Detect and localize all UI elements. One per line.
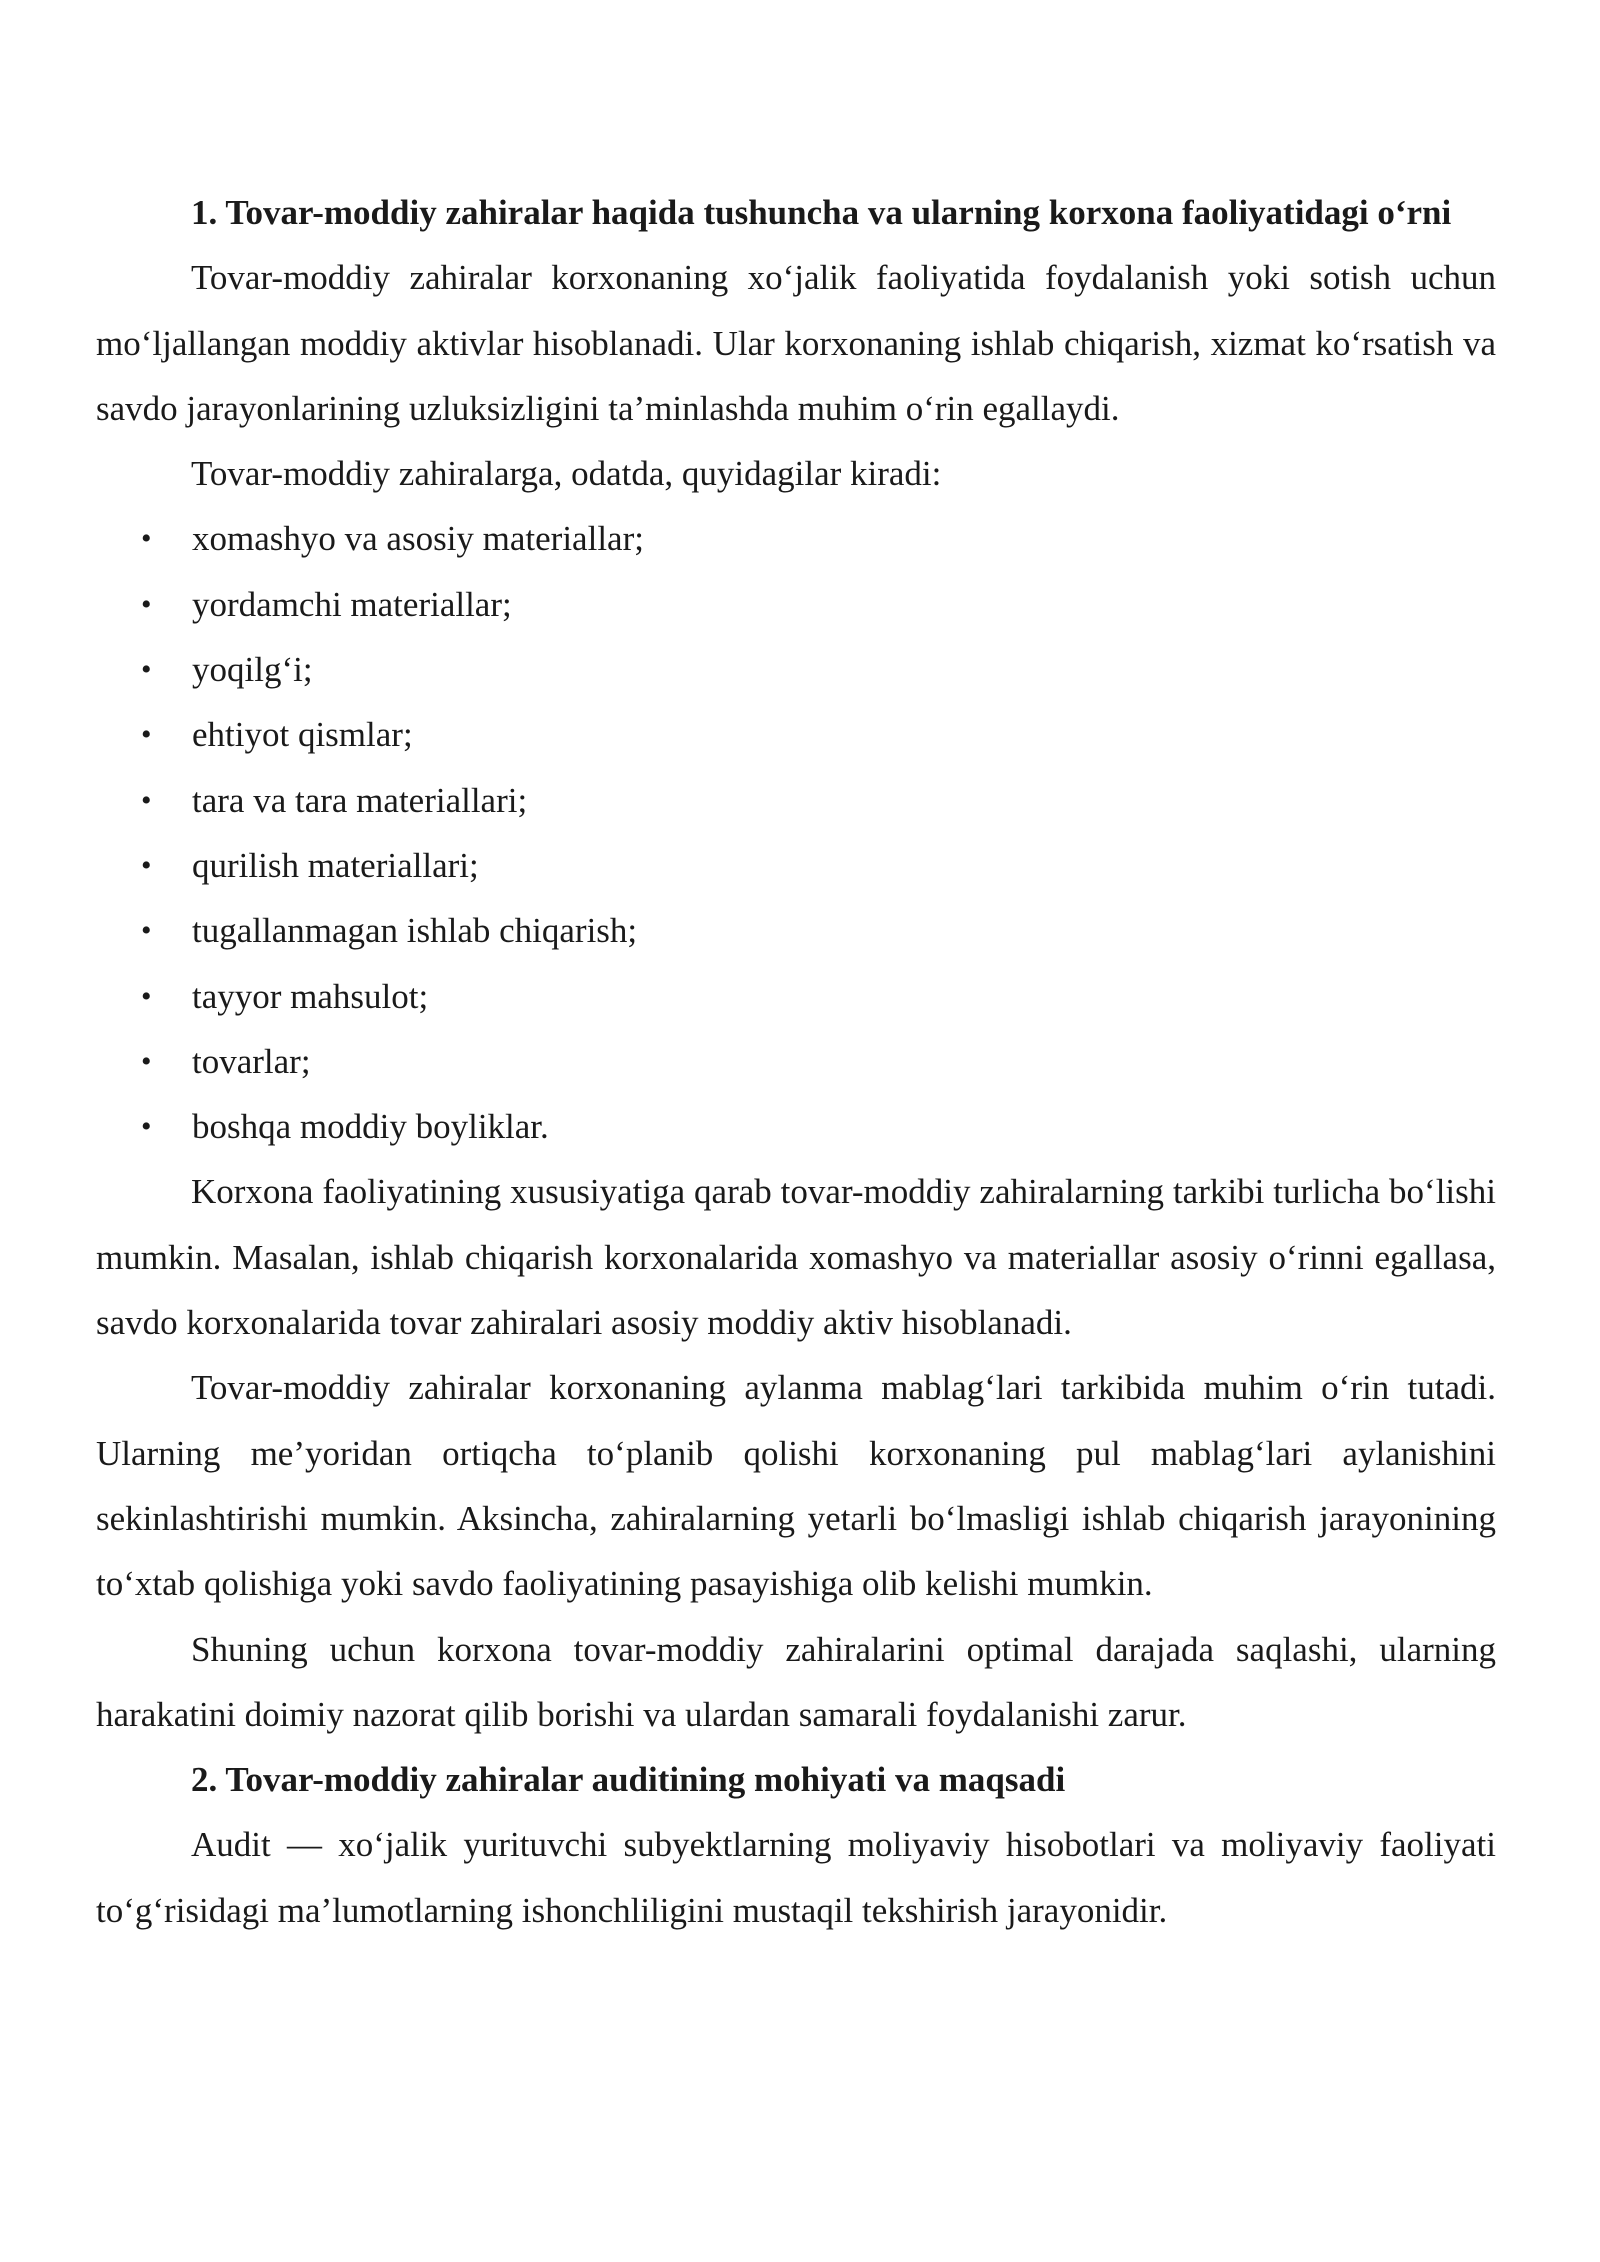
list-item <box>96 1094 1496 1159</box>
list-item-text: tovarlar; <box>192 1041 311 1081</box>
paragraph: Korxona faoliyatining xususiyatiga qarab tovar-moddiy zahiralarning tarkibi turlicha bo‘lishi mumkin. Masalan, ishlab chiqarish korxonalarida xomashyo va materiallar asosiy o‘rinni egallasa, savdo korxonalarida tovar zahiralari asosiy moddiy aktiv hisoblanadi. <box>96 1172 1496 1343</box>
bullet-icon: • <box>141 653 152 687</box>
paragraph: Tovar-moddiy zahiralar korxonaning aylanma mablag‘lari tarkibida muhim o‘rin tutadi. Ularning me’yoridan ortiqcha to‘planib qolishi korxonaning pul mablag‘lari aylanishini sekinlashtirishi mumkin. Aksincha, zahiralarning yetarli bo‘lmasligi ishlab chiqarish jarayonining to‘xtab qolishiga yoki savdo faoliyatining pasayishiga olib kelishi mumkin. <box>96 1368 1496 1604</box>
paragraph: Tovar-moddiy zahiralarga, odatda, quyidagilar kiradi: <box>191 454 942 494</box>
list-item-text: ehtiyot qismlar; <box>192 715 413 755</box>
list-item <box>96 1029 1496 1094</box>
list-item-text: boshqa moddiy boyliklar. <box>192 1107 549 1147</box>
list-item-text: yoqilg‘i; <box>192 650 313 690</box>
list-item-text: yordamchi materiallar; <box>192 584 512 624</box>
list-item <box>96 506 1496 571</box>
list-item <box>96 898 1496 963</box>
list-item <box>96 702 1496 767</box>
list-item <box>96 768 1496 833</box>
list-item <box>96 637 1496 702</box>
bullet-icon: • <box>141 914 152 948</box>
bullet-icon: • <box>141 522 152 556</box>
bullet-icon: • <box>141 587 152 621</box>
document-body <box>96 180 1496 1943</box>
bullet-icon: • <box>141 1110 152 1144</box>
paragraph: Shuning uchun korxona tovar-moddiy zahiralarini optimal darajada saqlashi, ularning harakatini doimiy nazorat qilib borishi va ulardan samarali foydalanishi zarur. <box>96 1629 1496 1734</box>
list-item-text: tugallanmagan ishlab chiqarish; <box>192 911 638 951</box>
list-item-text: qurilish materiallari; <box>192 845 479 885</box>
list-item <box>96 964 1496 1029</box>
paragraph: Tovar-moddiy zahiralar korxonaning xo‘jalik faoliyatida foydalanish yoki sotish uchun mo‘ljallangan moddiy aktivlar hisoblanadi. Ular korxonaning ishlab chiqarish, xizmat ko‘rsatish va savdo jarayonlarining uzluksizligini ta’minlashda muhim o‘rin egallaydi. <box>96 258 1496 428</box>
section-1-heading: 1. Tovar-moddiy zahiralar haqida tushuncha va ularning korxona faoliyatidagi o‘rni <box>191 193 1452 232</box>
list-item <box>96 572 1496 637</box>
inventory-list <box>96 506 1496 1159</box>
bullet-icon: • <box>141 1044 152 1078</box>
list-item-text: tara va tara materiallari; <box>192 780 528 820</box>
bullet-icon: • <box>141 783 152 817</box>
bullet-icon: • <box>141 718 152 752</box>
list-item-text: tayyor mahsulot; <box>192 976 429 1016</box>
bullet-icon: • <box>141 979 152 1013</box>
list-item-text: xomashyo va asosiy materiallar; <box>192 519 644 559</box>
paragraph: Audit — xo‘jalik yurituvchi subyektlarning moliyaviy hisobotlari va moliyaviy faoliyati to‘g‘risidagi ma’lumotlarning ishonchliligini mustaqil tekshirish jarayonidir. <box>96 1825 1496 1930</box>
section-2-heading: 2. Tovar-moddiy zahiralar auditining mohiyati va maqsadi <box>191 1760 1066 1800</box>
list-item <box>96 833 1496 898</box>
bullet-icon: • <box>141 848 152 882</box>
